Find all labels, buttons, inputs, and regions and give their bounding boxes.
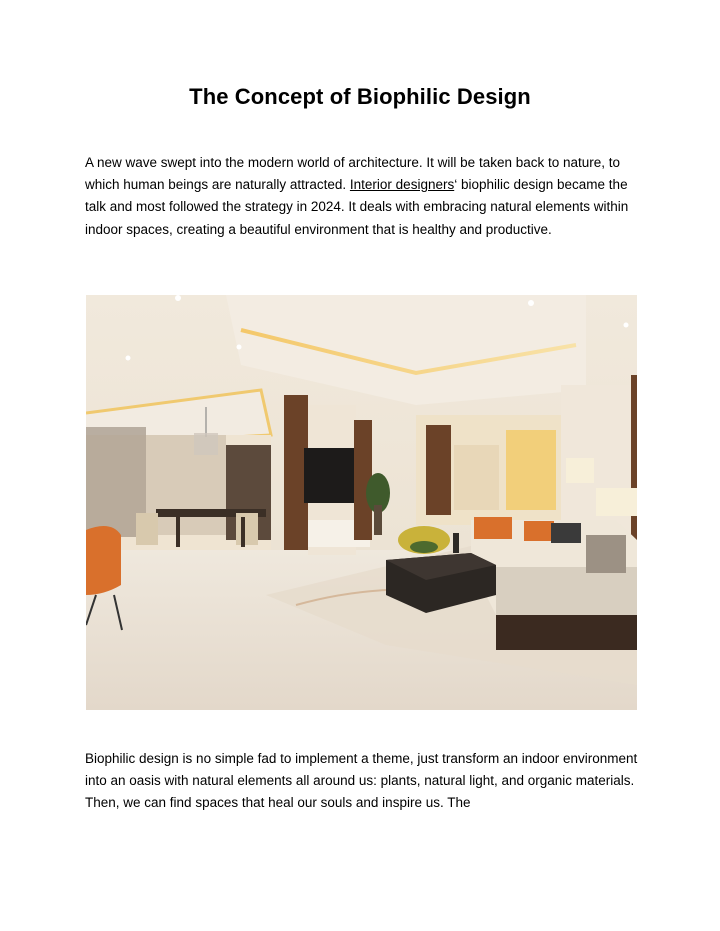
- document-title: The Concept of Biophilic Design: [189, 84, 531, 109]
- body-paragraph: Biophilic design is no simple fad to implement a theme, just transform an indoor environment into an oasis with natural elements all around us: plants, natural light, and organic materials. Then, we can find spaces that heal our souls and inspire us. The: [85, 751, 638, 811]
- intro-text-start: A new wave swept into the modern world of architecture. It will be taken back to nature, to which human beings are naturally attracted.: [85, 155, 621, 193]
- intro-text-end: ‘ biophilic design became the talk and most followed the strategy in 2024. It deals with embracing natural elements within indoor spaces, creating a beautiful environment that is healthy and productive.: [85, 177, 629, 237]
- intro-paragraph: [85, 152, 645, 241]
- living-room-photo: [86, 295, 637, 710]
- interior-designers-link[interactable]: Interior designers: [349, 177, 455, 193]
